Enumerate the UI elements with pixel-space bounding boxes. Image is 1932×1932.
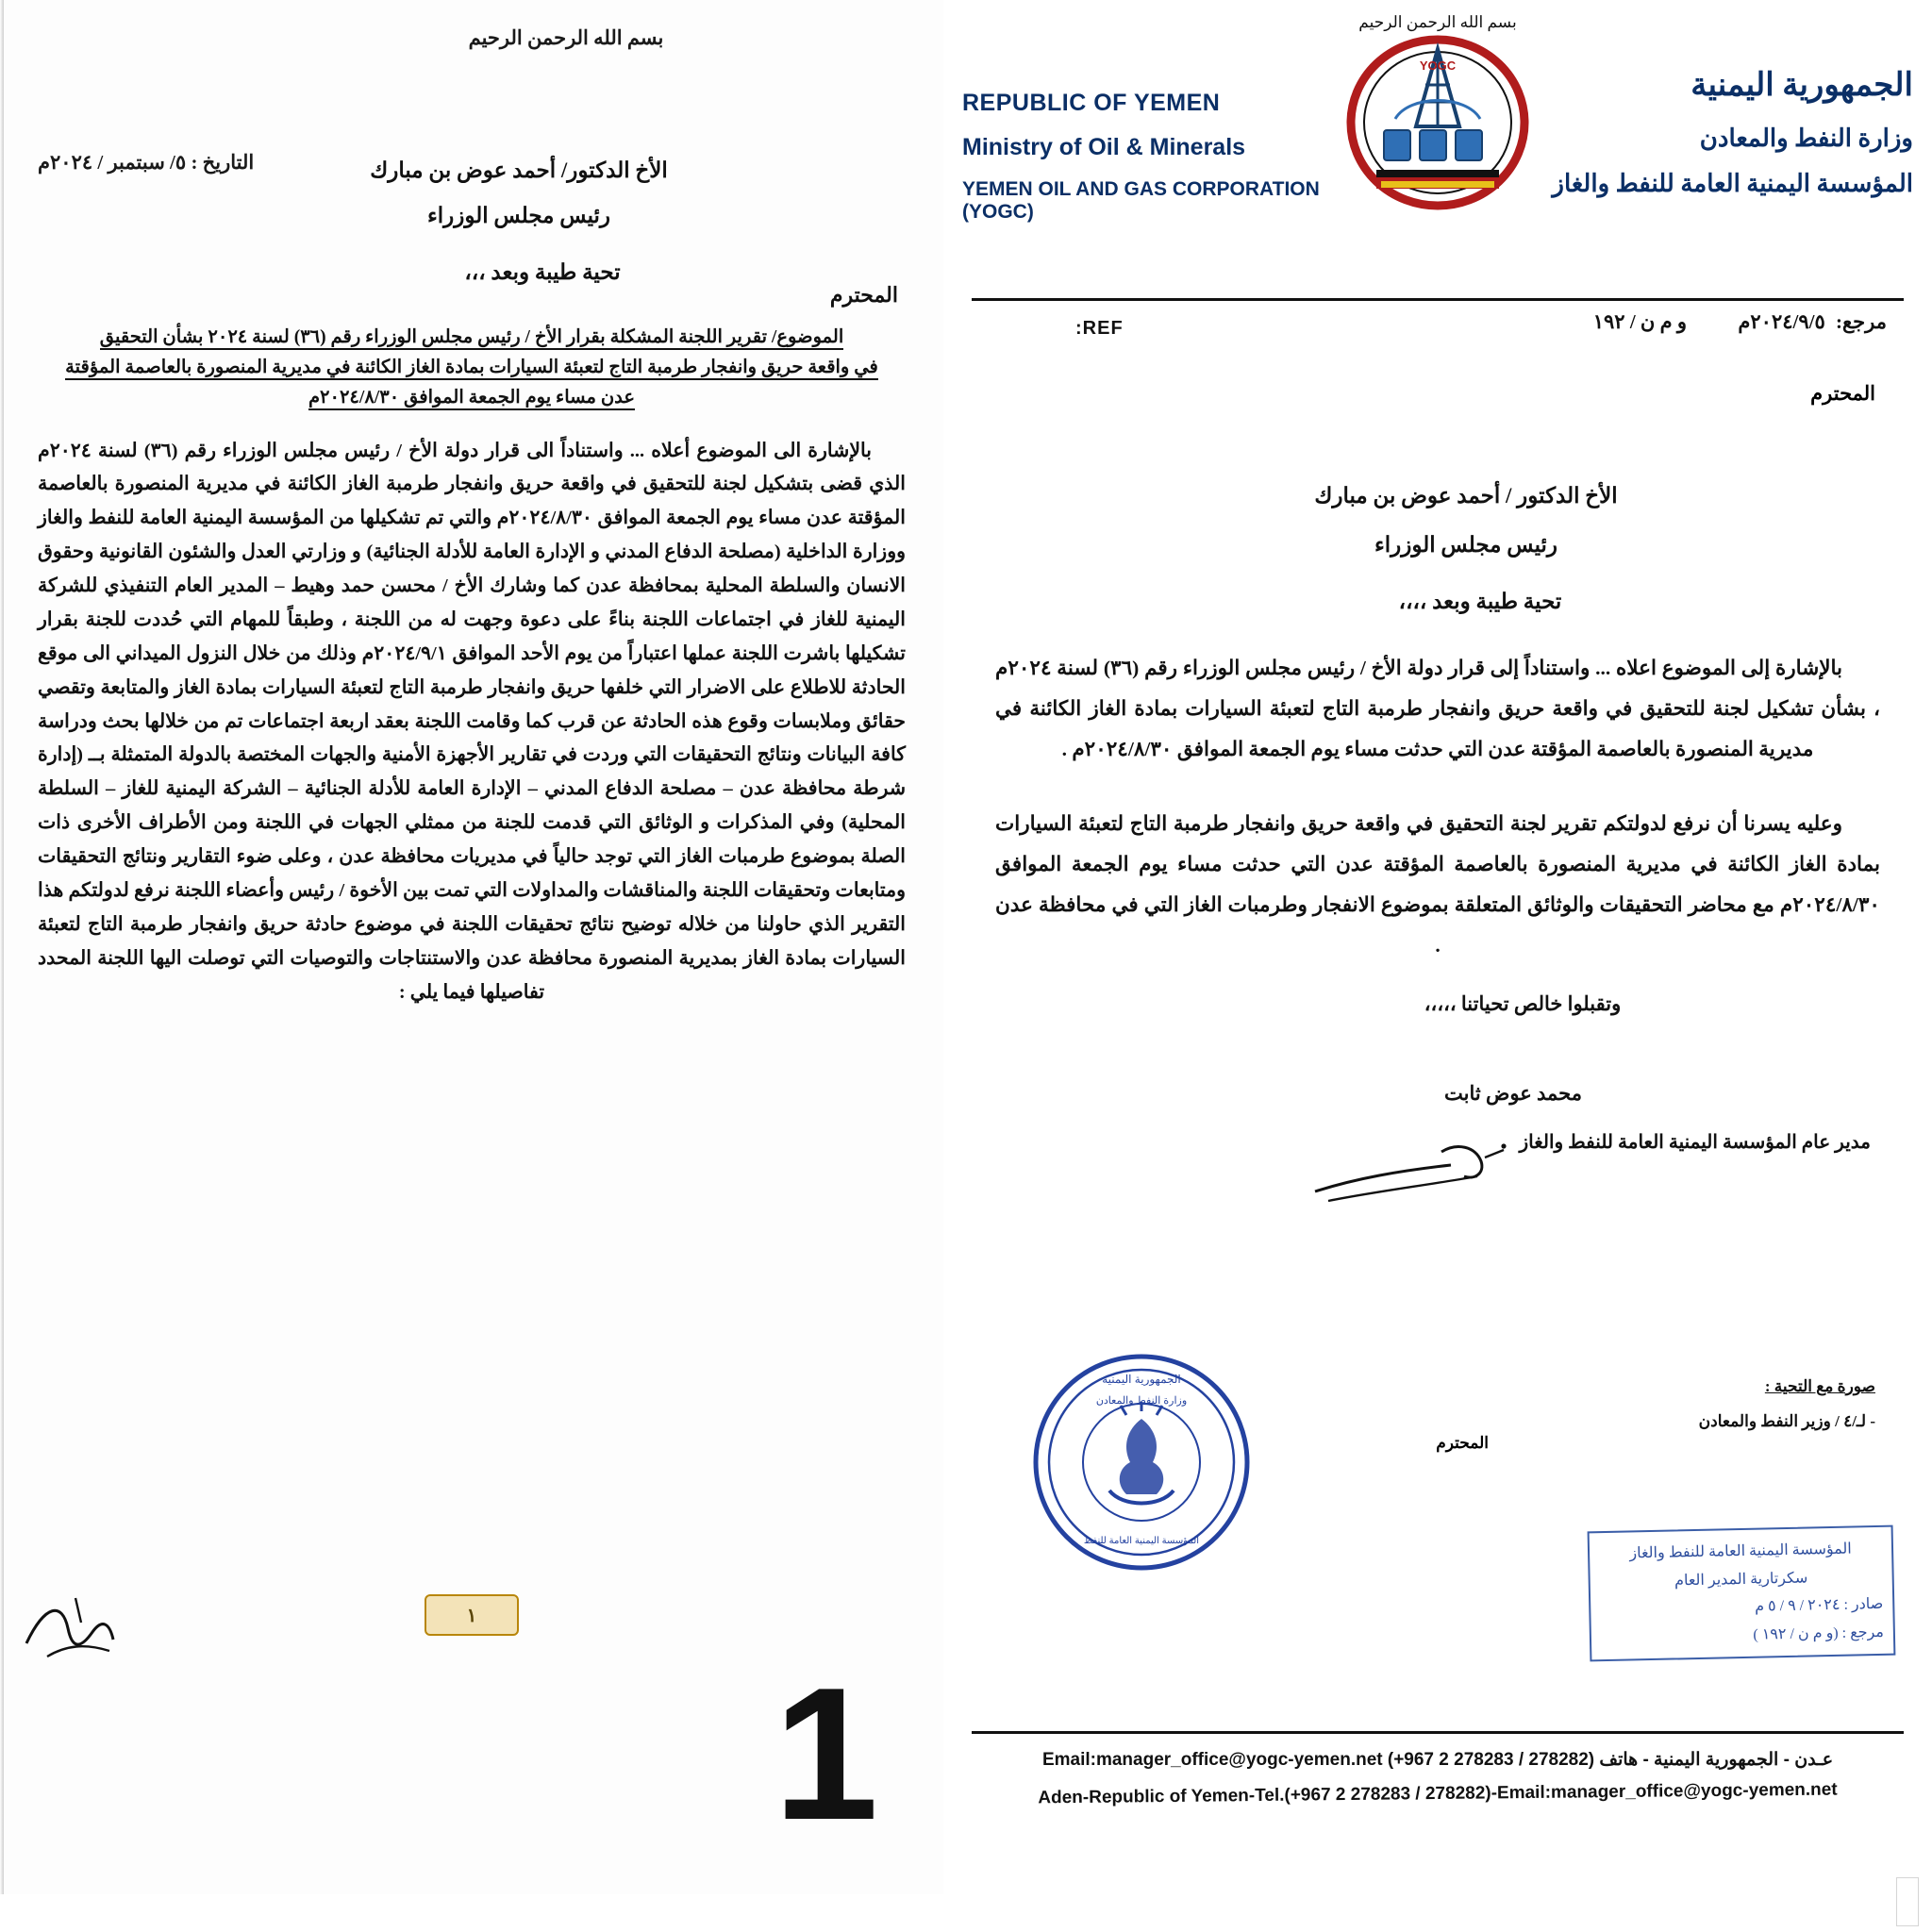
cover-letter-page: [943, 0, 1932, 1932]
basmala-heading: بسم الله الرحمن الرحيم: [468, 26, 664, 49]
ref-label-en: REF:: [1075, 318, 1124, 339]
letter-paragraph-1: بالإشارة إلى الموضوع اعلاه ... واستناداً إلى قرار دولة الأخ / رئيس مجلس الوزراء رقم (٣٦) لسنة ٢٠٢٤م ، بشأن تشكيل لجنة للتحقيق في واقعة حريق وانفجار طرمبة التاج لتعبئة السيارات بمادة الغاز الكائنة في مديرية المنصورة بالعاصمة المؤقتة عدن التي حدثت مساء يوم الجمعة الموافق ٢٠٢٤/٨/٣٠م .: [995, 657, 1880, 760]
cc-block: [1699, 1373, 1875, 1436]
scan-edge-artifact: [1896, 1877, 1919, 1926]
handwritten-signature-icon: [19, 1585, 160, 1670]
cc-title: صورة مع التحية :: [1764, 1377, 1875, 1395]
report-page-one: [0, 0, 943, 1894]
addressee-role-right: رئيس مجلس الوزراء: [1374, 533, 1558, 557]
cc-respect-label: المحترم: [1436, 1434, 1489, 1452]
official-round-stamp-icon: [1028, 1349, 1255, 1575]
reg-stamp-line1: المؤسسة اليمنية العامة للنفط والغاز: [1629, 1541, 1852, 1562]
letterhead-en-line3: YEMEN OIL AND GAS CORPORATION (YOGC): [962, 178, 1320, 223]
addressee-name: الأخ الدكتور/ أحمد عوض بن مبارك: [370, 158, 668, 182]
letter-closing: وتقبلوا خالص تحياتنا ،،،،،: [1424, 992, 1622, 1015]
ref-label-ar-text: مرجع:: [1836, 310, 1887, 333]
greeting-line: تحية طيبة وبعد ،،،: [464, 260, 621, 284]
subject-line-3: عدن مساء يوم الجمعة الموافق ٢٠٢٤/٨/٣٠م: [308, 388, 635, 410]
cc-item: - لـ/٤ / وزير النفط والمعادن: [1698, 1411, 1875, 1430]
subject-line-1: الموضوع/ تقرير اللجنة المشكلة بقرار الأخ / رئيس مجلس الوزراء رقم (٣٦) لسنة ٢٠٢٤ بشأن التحقيق: [100, 327, 844, 350]
svg-text:YOGC: YOGC: [1419, 58, 1457, 73]
letterhead-en-line2: Ministry of Oil & Minerals: [962, 134, 1246, 160]
svg-text:وزارة النفط والمعادن: وزارة النفط والمعادن: [1095, 1395, 1188, 1407]
footer-line-english: Aden-Republic of Yemen-Tel.(+967 2 278283 / 278282)-Email:manager_office@yogc-yemen.net: [1038, 1779, 1838, 1808]
svg-text:المؤسسة اليمنية العامة للنفط: المؤسسة اليمنية العامة للنفط: [1083, 1536, 1200, 1546]
letterhead-ar-line0: الجمهورية اليمنية: [1690, 68, 1913, 103]
page-number-badge: ١: [425, 1594, 519, 1636]
ref-value-arabic: و م ن / ١٩٢: [1592, 310, 1687, 333]
letterhead-ar-line2: المؤسسة اليمنية العامة للنفط والغاز: [1552, 170, 1913, 197]
greeting-line-right: تحية طيبة وبعد ،،،،: [1398, 590, 1562, 613]
ref-label-ar: [1738, 310, 1887, 334]
registration-stamp: [1588, 1525, 1896, 1662]
report-body-paragraph: بالإشارة الى الموضوع أعلاه ... واستناداً الى قرار دولة الأخ / رئيس مجلس الوزراء رقم (٣٦) لسنة ٢٠٢٤م الذي قضى بتشكيل لجنة للتحقيق في واقعة حريق وانفجار طرمبة الغاز الكائنة في مديرية المنصورة بالعاصمة المؤقتة عدن مساء يوم الجمعة الموافق ٢٠٢٤/٨/٣٠م والتي تم تشكيلها من المؤسسة اليمنية العامة للنفط والغاز ووزارة الداخلية (مصلحة الدفاع المدني و الإدارة العامة للأدلة الجنائية) و وزارتي العدل والشئون القانونية وحقوق الانسان والسلطة المحلية بمحافظة عدن كما وشارك الأخ / محسن حمد وهيط – المدير العام التنفيذي للشركة اليمنية للغاز في اجتماعات اللجنة بناءً على دعوة وجهت له من اللجنة ، وطبقاً للمهام التي حُددت للجنة بقرار تشكيلها باشرت اللجنة عملها اعتباراً من يوم الأحد الموافق ٢٠٢٤/٩/١م وذلك من خلال النزول الميداني الى موقع الحادثة للاطلاع على الاضرار التي خلفها حريق وانفجار طرمبة التاج لتعبئة السيارات بمادة الغاز والمتابعة وتقصي حقائق وملابسات وقوع هذه الحادثة عن قرب كما وقامت اللجنة بعقد اربعة اجتماعات تم من خلالها بحث ودراسة كافة البيانات ونتائج التحقيقات التي وردت في تقارير الأجهزة الأمنية والجهات المختصة بالدولة المتمثلة بــ (إدارة شرطة محافظة عدن – مصلحة الدفاع المدني – الإدارة العامة للأدلة الجنائية – الشركة اليمنية للغاز – السلطة المحلية) وفي المذكرات و الوثائق التي قدمت للجنة من ممثلي الجهات في اللجنة ومن الأطراف الأخرى ذات الصلة بموضوع طرمبات الغاز التي توجد حالياً في مديريات محافظة عدن ، وعلى ضوء التقارير ونتائج التحقيقات ومتابعات وتحقيقات اللجنة والمناقشات والمداولات التي تمت بين الأخوة / رئيس وأعضاء اللجنة نرفع لدولتكم هذا التقرير الذي حاولنا من خلاله توضيح نتائج تحقيقات اللجنة في موضوع حادثة حريق وانفجار طرمبة التاج لتعبئة السيارات بمادة الغاز بمديرية المنصورة محافظة عدن والاستنتاجات والتوصيات التي توصلت اليها اللجنة المحدد تفاصيلها فيما يلي :: [38, 440, 906, 1003]
basmala-calligraphy: بسم الله الرحمن الرحيم: [1358, 13, 1517, 31]
subject-block: [38, 323, 906, 414]
letter-paragraph-2: وعليه يسرنا أن نرفع لدولتكم تقرير لجنة التحقيق في واقعة حريق وانفجار طرمبة التاج لتعبئة السيارات بمادة الغاز الكائنة في مديرية المنصورة بالعاصمة المؤقتة عدن التي حدثت مساء يوم الجمعة الموافق ٢٠٢٤/٨/٣٠م مع محاضر التحقيقات والوثائق المتعلقة بموضوع الانفجار وطرمبات الغاز التي في محافظة عدن .: [995, 812, 1880, 957]
svg-text:الجمهورية اليمنية: الجمهورية اليمنية: [1102, 1373, 1181, 1386]
letterhead: [943, 0, 1932, 292]
page-marker-large: 1: [774, 1649, 879, 1859]
handwritten-signature-icon: [1309, 1137, 1526, 1222]
footer-contact: [943, 1743, 1932, 1811]
letterhead-ar-line1: وزارة النفط والمعادن: [1699, 125, 1913, 152]
letterhead-arabic: [1507, 66, 1913, 198]
signer-title: مدير عام المؤسسة اليمنية العامة للنفط والغاز: [1519, 1132, 1871, 1153]
respect-label-right: المحترم: [1810, 382, 1875, 405]
reg-stamp-line3: صادر : ٢٠٢٤ / ٩ / ٥ م: [1754, 1596, 1884, 1615]
subject-line-2: في واقعة حريق وانفجار طرمبة التاج لتعبئة السيارات بمادة الغاز الكائنة في مديرية المنصورة بالعاصمة المؤقتة: [65, 358, 878, 380]
respect-label: المحترم: [829, 283, 898, 307]
addressee-name-right: الأخ الدكتور / أحمد عوض بن مبارك: [1314, 484, 1618, 508]
reg-stamp-line4: مرجع : (و م ن / ١٩٢ ): [1753, 1624, 1885, 1643]
footer-line-arabic: عـدن - الجمهورية اليمنية - هاتف (278282 / 278283 2 967+) Email:manager_office@yogc-yemen.net: [1041, 1750, 1834, 1770]
letter-body: [943, 371, 1932, 1154]
date-line: التاريخ : ٥/ سبتمبر / ٢٠٢٤م: [38, 151, 255, 174]
footer-divider: [972, 1731, 1904, 1734]
reference-row: [972, 298, 1904, 371]
report-body-text: [38, 435, 906, 1010]
addressee-role: رئيس مجلس الوزراء: [426, 204, 611, 227]
letterhead-en-line1: REPUBLIC OF YEMEN: [962, 90, 1221, 116]
ref-date-value: ٢٠٢٤/٩/٥م: [1738, 310, 1825, 333]
signer-name: محمد عوض ثابت: [1444, 1082, 1582, 1105]
reg-stamp-line2: سكرتارية المدير العام: [1674, 1570, 1808, 1590]
letterhead-english: [962, 90, 1368, 224]
